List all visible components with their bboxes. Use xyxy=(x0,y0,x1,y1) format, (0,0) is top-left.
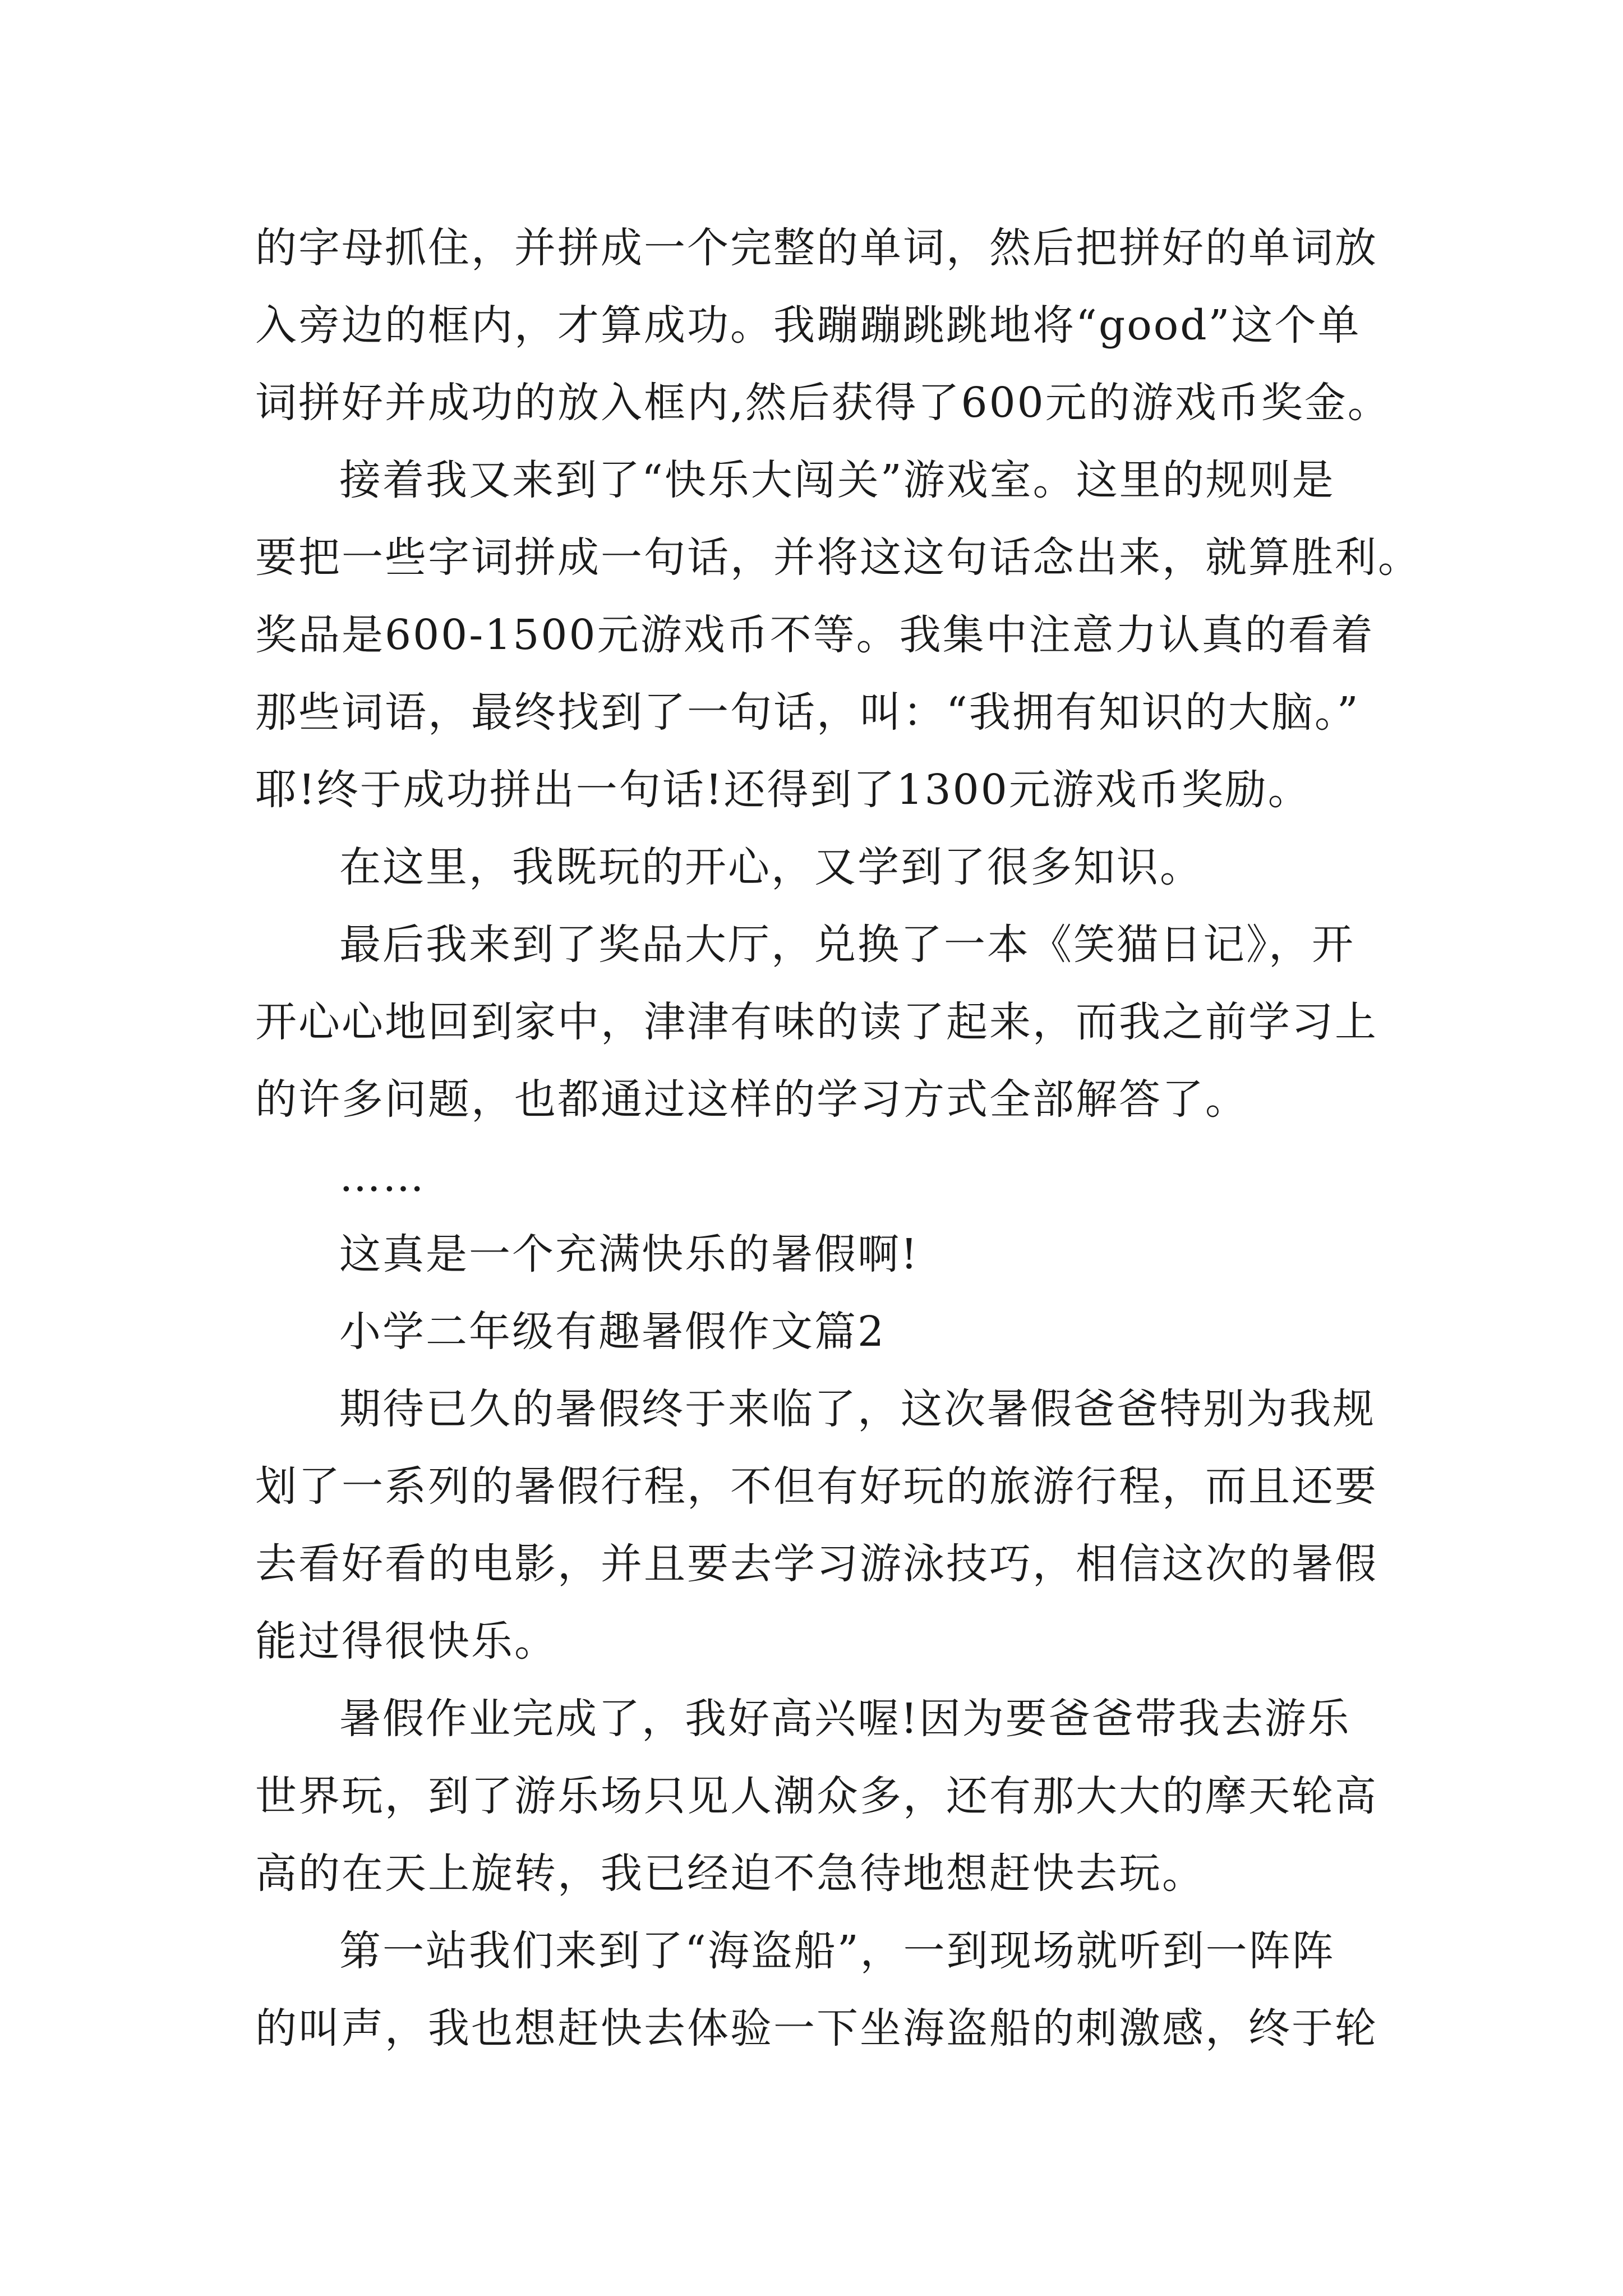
text-line: 高的在天上旋转，我已经迫不急待地想赶快去玩。 xyxy=(255,1849,1205,1898)
text-line: 划了一系列的暑假行程，不但有好玩的旅游行程，而且还要 xyxy=(255,1462,1378,1511)
paragraph-start-line: 在这里，我既玩的开心，又学到了很多知识。 xyxy=(339,843,1203,891)
paragraph-start-line: 第一站我们来到了“海盗船”，一到现场就听到一阵阵 xyxy=(339,1927,1335,1975)
text-line: 词拼好并成功的放入框内,然后获得了600元的游戏币奖金。 xyxy=(255,379,1391,427)
paragraph-start-line: 最后我来到了奖品大厅，兑换了一本《笑猫日记》，开 xyxy=(339,921,1355,969)
section-heading: 小学二年级有趣暑假作文篇2 xyxy=(339,1308,886,1356)
paragraph-start-line: 暑假作业完成了，我好高兴喔!因为要爸爸带我去游乐 xyxy=(339,1695,1351,1743)
text-line: 要把一些字词拼成一句话，并将这这句话念出来，就算胜利。 xyxy=(255,533,1421,582)
paragraph-start-line: 接着我又来到了“快乐大闯关”游戏室。这里的规则是 xyxy=(339,456,1335,504)
text-line: 的叫声，我也想赶快去体验一下坐海盗船的刺激感，终于轮 xyxy=(255,2004,1378,2053)
text-line: 奖品是600-1500元游戏币不等。我集中注意力认真的看着 xyxy=(255,611,1375,659)
text-line: 入旁边的框内，才算成功。我蹦蹦跳跳地将“good”这个单 xyxy=(255,301,1361,349)
text-line: 的许多问题，也都通过这样的学习方式全部解答了。 xyxy=(255,1075,1248,1124)
paragraph-start-line: 这真是一个充满快乐的暑假啊! xyxy=(339,1230,919,1278)
text-line: 能过得很快乐。 xyxy=(255,1617,557,1665)
text-line: 世界玩，到了游乐场只见人潮众多，还有那大大的摩天轮高 xyxy=(255,1772,1378,1820)
text-line: 那些词语，最终找到了一句话，叫：“我拥有知识的大脑。” xyxy=(255,688,1360,737)
text-line: 去看好看的电影，并且要去学习游泳技巧，相信这次的暑假 xyxy=(255,1540,1378,1588)
text-line: 的字母抓住，并拼成一个完整的单词，然后把拼好的单词放 xyxy=(255,224,1378,272)
paragraph-start-line: 期待已久的暑假终于来临了，这次暑假爸爸特别为我规 xyxy=(339,1385,1376,1433)
ellipsis-line: …… xyxy=(339,1153,426,1201)
text-line: 开心心地回到家中，津津有味的读了起来，而我之前学习上 xyxy=(255,998,1378,1046)
text-line: 耶!终于成功拼出一句话!还得到了1300元游戏币奖励。 xyxy=(255,766,1311,814)
